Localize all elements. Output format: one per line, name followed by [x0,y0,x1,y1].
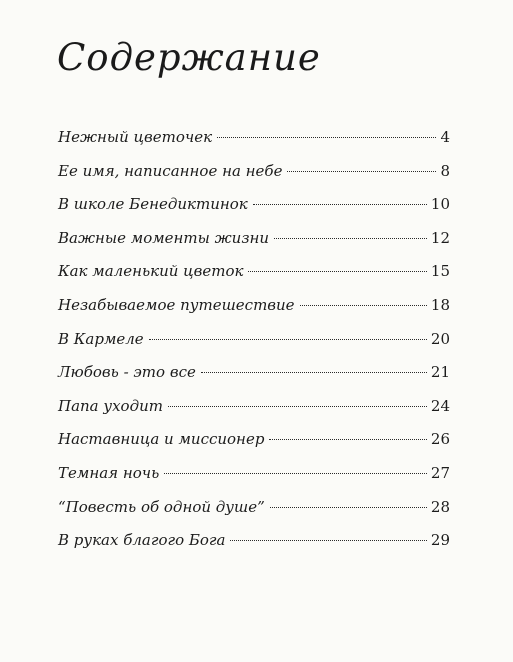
toc-entry-page: 4 [440,128,450,146]
toc-entry-page: 28 [430,497,450,516]
toc-entry-page: 24 [430,396,450,415]
toc-entry-page: 29 [430,531,450,550]
toc-entry-title: Ее имя, написанное на небе [58,161,283,180]
dot-leader [269,439,426,440]
toc-entry-title: Как маленький цветок [58,262,244,281]
toc-entry-title: Темная ночь [58,463,160,482]
toc-entry-page: 15 [430,262,450,281]
toc-entry-page: 18 [430,295,450,314]
toc-entry [58,195,450,229]
toc-entry-title: В руках благого Бога [58,531,226,550]
toc-entry-title: Папа уходит [58,396,163,415]
toc-entry-page: 21 [430,363,450,382]
dot-leader [248,271,426,272]
toc-entry-title: В школе Бенедиктинок [58,195,248,214]
toc-entry-page: 26 [430,430,450,449]
table-of-contents [58,128,450,565]
dot-leader [201,372,427,373]
toc-entry-title: Наставница и миссионер [58,430,265,449]
toc-entry [58,464,450,498]
toc-entry [58,397,450,431]
dot-leader [168,406,427,407]
dot-leader [217,137,436,138]
page-title: Содержание [57,36,321,79]
dot-leader [300,305,427,306]
dot-leader [274,238,427,239]
dot-leader [270,507,427,508]
dot-leader [164,473,427,474]
dot-leader [230,540,426,541]
toc-entry-page: 12 [430,228,450,247]
toc-entry [58,262,450,296]
toc-entry [58,531,450,565]
toc-entry [58,330,450,364]
toc-entry-title: В Кармеле [58,329,144,348]
toc-entry-title: Любовь - это все [58,363,196,382]
toc-entry [58,296,450,330]
dot-leader [287,171,436,172]
toc-entry-title: Важные моменты жизни [58,228,270,247]
toc-entry-title: Нежный цветочек [58,128,213,146]
toc-entry-page: 8 [440,161,450,180]
toc-entry-page: 27 [430,463,450,482]
toc-entry-title: Незабываемое путешествие [58,295,295,314]
dot-leader [253,204,427,205]
toc-entry [58,498,450,532]
toc-entry [58,430,450,464]
toc-entry [58,229,450,263]
toc-entry-page: 20 [430,329,450,348]
dot-leader [149,339,427,340]
toc-entry-page: 10 [430,195,450,214]
toc-entry-title: “Повесть об одной душе” [58,497,265,516]
toc-entry [58,162,450,196]
toc-entry [58,128,450,162]
toc-entry [58,363,450,397]
